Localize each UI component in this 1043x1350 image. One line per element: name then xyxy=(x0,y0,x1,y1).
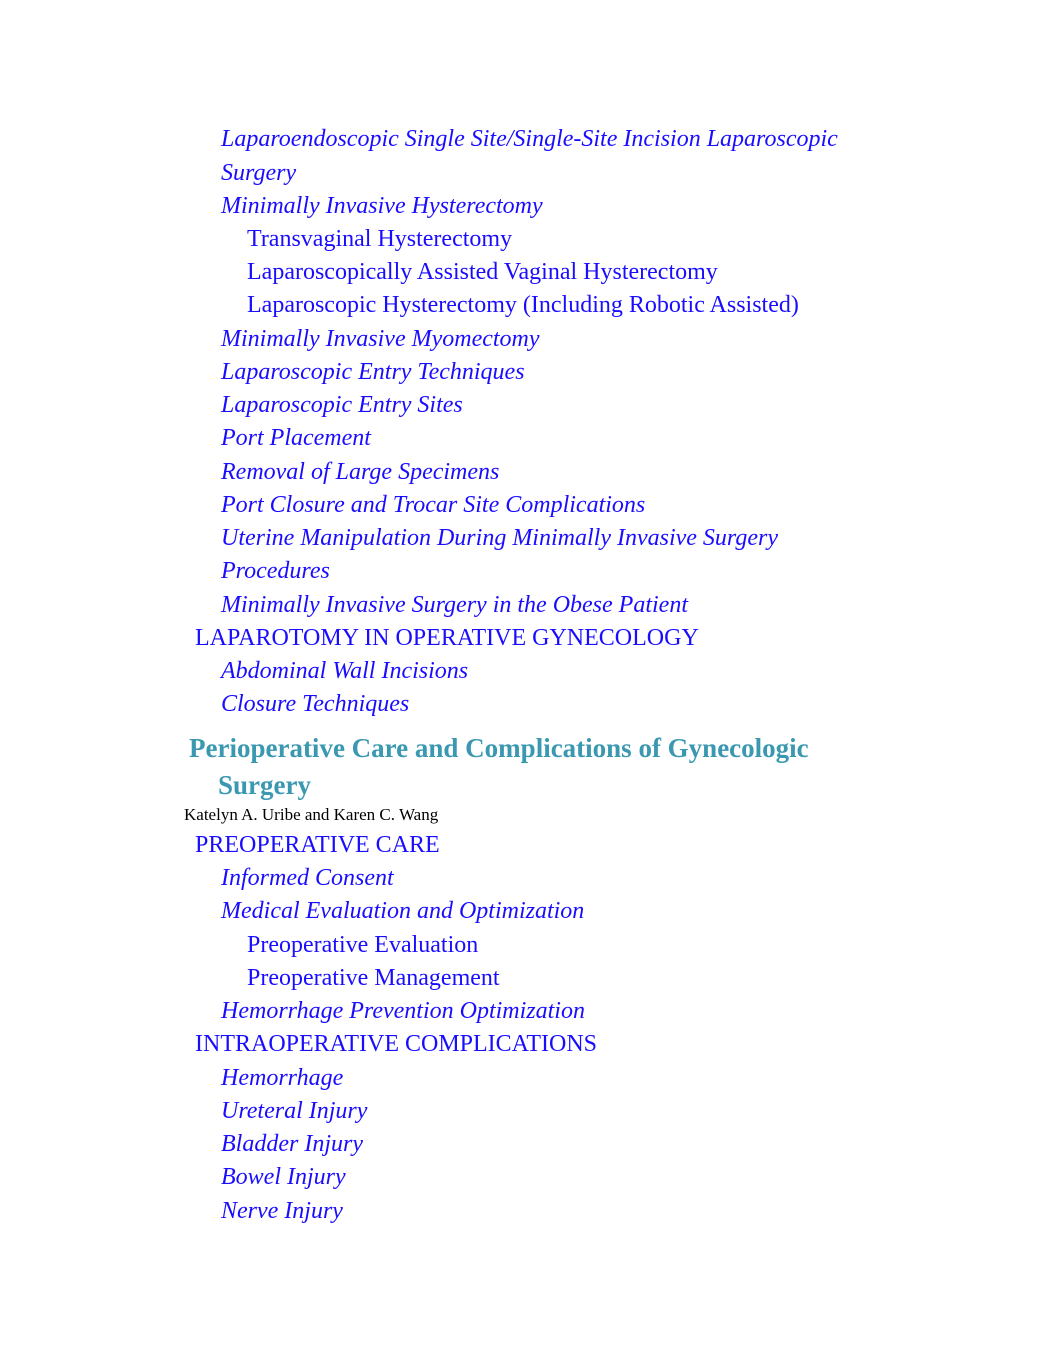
toc-link[interactable]: Laparoendoscopic Single Site/Single-Site Incision Laparoscopic xyxy=(221,126,838,152)
toc-section-link[interactable]: INTRAOPERATIVE COMPLICATIONS xyxy=(195,1031,598,1057)
toc-link[interactable]: Laparoscopic Entry Sites xyxy=(221,392,463,418)
chapter-authors: Katelyn A. Uribe and Karen C. Wang xyxy=(184,805,439,824)
toc-section-link[interactable]: LAPAROTOMY IN OPERATIVE GYNECOLOGY xyxy=(195,625,699,651)
toc-section-link[interactable]: PREOPERATIVE CARE xyxy=(195,832,440,858)
toc-link[interactable]: Informed Consent xyxy=(221,865,394,891)
toc-link[interactable]: Hemorrhage Prevention Optimization xyxy=(221,998,585,1024)
toc-link[interactable]: Ureteral Injury xyxy=(221,1098,368,1124)
toc-link[interactable]: Procedures xyxy=(221,558,330,584)
toc-link[interactable]: Bowel Injury xyxy=(221,1164,346,1190)
toc-link[interactable]: Minimally Invasive Hysterectomy xyxy=(221,193,543,219)
toc-link[interactable]: Transvaginal Hysterectomy xyxy=(247,226,513,252)
toc-link[interactable]: Closure Techniques xyxy=(221,691,410,717)
chapter-title-line-1: Perioperative Care and Complications of Gynecologic xyxy=(189,733,809,763)
chapter-title-line-2: Surgery xyxy=(218,770,311,800)
toc-link[interactable]: Preoperative Evaluation xyxy=(247,932,479,958)
toc-link[interactable]: Removal of Large Specimens xyxy=(221,459,500,485)
toc-link[interactable]: Bladder Injury xyxy=(221,1131,363,1157)
toc-link[interactable]: Laparoscopically Assisted Vaginal Hysterectomy xyxy=(247,259,718,285)
toc-link[interactable]: Minimally Invasive Myomectomy xyxy=(221,326,540,352)
toc-link[interactable]: Surgery xyxy=(221,160,297,186)
toc-link[interactable]: Minimally Invasive Surgery in the Obese Patient xyxy=(221,592,688,618)
toc-link[interactable]: Uterine Manipulation During Minimally Invasive Surgery xyxy=(221,525,779,551)
toc-link[interactable]: Hemorrhage xyxy=(221,1065,344,1091)
toc-link[interactable]: Preoperative Management xyxy=(247,965,500,991)
toc-link[interactable]: Medical Evaluation and Optimization xyxy=(221,898,585,924)
toc-link[interactable]: Port Placement xyxy=(221,425,371,451)
toc-link[interactable]: Laparoscopic Hysterectomy (Including Robotic Assisted) xyxy=(247,292,799,318)
toc-link[interactable]: Nerve Injury xyxy=(221,1198,343,1224)
toc-link[interactable]: Abdominal Wall Incisions xyxy=(221,658,469,684)
toc-link[interactable]: Port Closure and Trocar Site Complications xyxy=(221,492,646,518)
toc-link[interactable]: Laparoscopic Entry Techniques xyxy=(221,359,525,385)
